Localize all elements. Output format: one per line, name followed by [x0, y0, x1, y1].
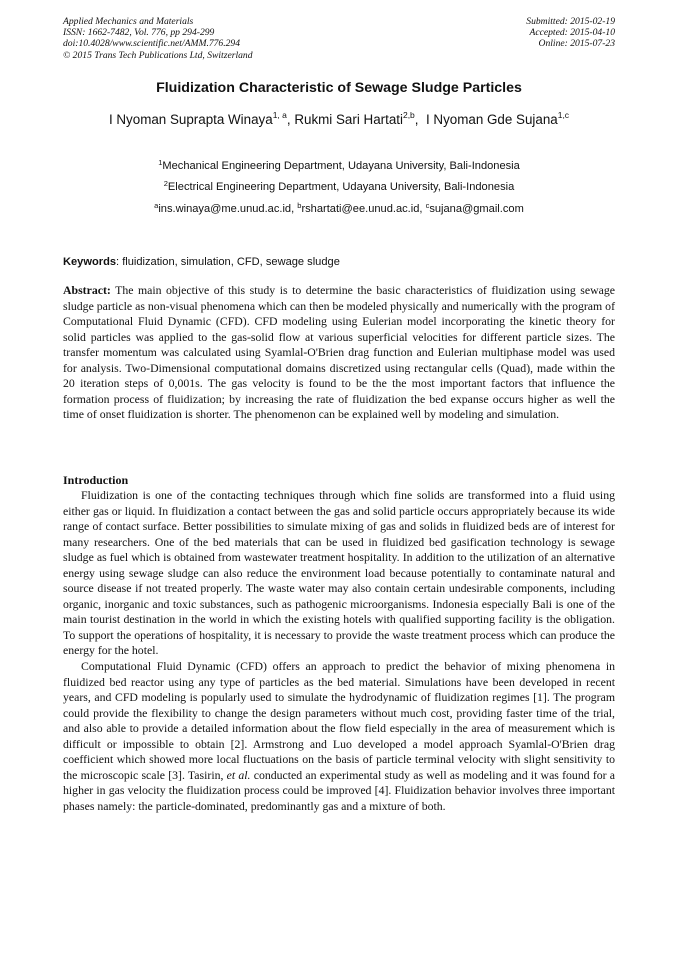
submitted-date: Submitted: 2015-02-19	[526, 16, 615, 27]
issn-line: ISSN: 1662-7482, Vol. 776, pp 294-299	[63, 27, 215, 39]
paragraph-text: conducted an experimental study as well as modeling and it was found for a higher in gas velocity the fluidization process could be improved [4]. Fluidization behavior involves three important phases namely: the particle-dominated, predominantly gas and a mixture of both.	[63, 767, 616, 813]
paragraph	[63, 659, 615, 814]
email-superscript: a	[154, 201, 159, 210]
affiliation-2	[0, 181, 678, 193]
publication-dates	[526, 16, 615, 50]
paragraph-text: Computational Fluid Dynamic (CFD) offers an approach to predict the behavior of mixing phenomena in fluidized bed reactor using any type of particles as the bed material. Simulations have been developed in recent years, and CFD modeling is popularly used to simulate the hydrodynamic of fluidization regimes [1]. The program could provide the flexibility to change the design parameters without much cost, providing faster time of the trial, and also able to provide a detailed information about the flow field especially in the area of measurement which is difficult or impossible to obtain [2]. Armstrong and Luo developed a model approach Syamlal-O'Brien drag coefficient which showed more local fluctuations on the basis of particle terminal velocity with slight sensitivity to the microscopic scale [3]. Tasirin,	[63, 659, 615, 782]
abstract-text: The main objective of this study is to determine the basic characteristics of fluidization using sewage sludge particle as non-visual phenomena which can then be modeled physically and numerically with the program of Computational Fluid Dynamic (CFD). CFD modeling using Eulerian model incorporating the kinetic theory for solid particles was applied to the gas-solid flow at various superficial velocities for different particle sizes. The transfer momentum was calculated using Syamlal-O'Brien drag function and Eulerian multiphase model was used for analysis. Two-Dimensional computational domains discretized using rectangular cells (Quad), made within the 20 iteration steps of 0,001s. The gas velocity is found to be the the most important factors that influence the formation process of fluidization; by increasing the rate of fluidization the bed expanse occurs higher as well the time of onset fluidization is shorter. The phenomenon can be explained well by modeling and simulation.	[63, 283, 615, 422]
keywords-text: : fluidization, simulation, CFD, sewage sludge	[116, 256, 340, 268]
email-link[interactable]: ins.winaya@me.unud.ac.id	[158, 203, 292, 215]
author-emails: $^a$ins.winaya@me.unud.ac.id, $^b$rshartati@ee.unud.ac.id, $^c$sujana@gmail.com	[154, 201, 524, 215]
author-superscript: 1,c	[557, 110, 570, 120]
accepted-date: Accepted: 2015-04-10	[529, 27, 615, 39]
copyright-line: © 2015 Trans Tech Publications Ltd, Switzerland	[63, 49, 253, 61]
email-link[interactable]: sujana@gmail.com	[429, 203, 524, 215]
doi-line[interactable]: doi:10.4028/www.scientific.net/AMM.776.294	[63, 38, 241, 50]
email-link[interactable]: rshartati@ee.unud.ac.id	[301, 203, 420, 215]
affiliation-text: Mechanical Engineering Department, Udayana University, Bali-Indonesia	[162, 160, 520, 172]
paper-title: Fluidization Characteristic of Sewage Sludge Particles	[156, 80, 522, 96]
emphasis-text: et al.	[226, 767, 251, 782]
affiliation-text: Electrical Engineering Department, Udayana University, Bali-Indonesia	[167, 181, 515, 193]
journal-info	[63, 16, 253, 61]
author-name: Rukmi Sari Hartati	[294, 112, 403, 127]
author-name: I Nyoman Gde Sujana	[425, 112, 558, 127]
affiliation-superscript: 1	[158, 158, 163, 167]
introduction-body	[63, 488, 615, 814]
author-name: I Nyoman Suprapta Winaya	[108, 112, 273, 127]
keywords	[63, 256, 615, 268]
abstract	[63, 283, 615, 423]
journal-name: Applied Mechanics and Materials	[63, 16, 194, 27]
email-superscript: b	[297, 201, 302, 210]
keywords-label: Keywords	[63, 256, 117, 268]
section-heading-introduction: Introduction	[63, 473, 129, 487]
affiliation-1	[0, 160, 678, 172]
email-superscript: c	[425, 201, 430, 210]
author-superscript: 1, a	[272, 110, 287, 120]
affiliation-superscript: 2	[163, 179, 168, 188]
online-date: Online: 2015-07-23	[538, 38, 615, 50]
paragraph: Fluidization is one of the contacting techniques through which fine solids are transformed into a fluid using either gas or liquid. In fluidization a contact between the gas and solid particle occurs appropriately because its wide range of contact surface. Better possibilities to simulate mixing of gas and solids in fluidized beds are of interest for many researchers. One of the bed materials that can be used in fluidized bed gasification technology is sewage sludge as fuel which is obtained from wastewater treatment hospitality. In addition to the utilization of an alternative energy using sewage sludge can also reduce the environment load because potentially to contaminate natural and source disease if not treated properly. The waste water may also contain certain undesirable components, including organic, inorganic and toxic substances, such as pathogenic microorganisms. Indonesia especially Bali is one of the main tourist destination in the world in which the existing hotels with qualified supporting facility is the obligation. To support the operations of hospitality, it is necessary to provide the waste treatment process which can produce the energy for the hotel.	[63, 488, 615, 658]
author-superscript: 2,b	[402, 110, 415, 120]
author-list: I Nyoman Suprapta Winaya$^{1, a}$, Rukmi Sari Hartati$^{2,b}$, I Nyoman Gde Sujana$^{1,c}$	[108, 110, 570, 127]
abstract-label: Abstract:	[63, 283, 111, 297]
